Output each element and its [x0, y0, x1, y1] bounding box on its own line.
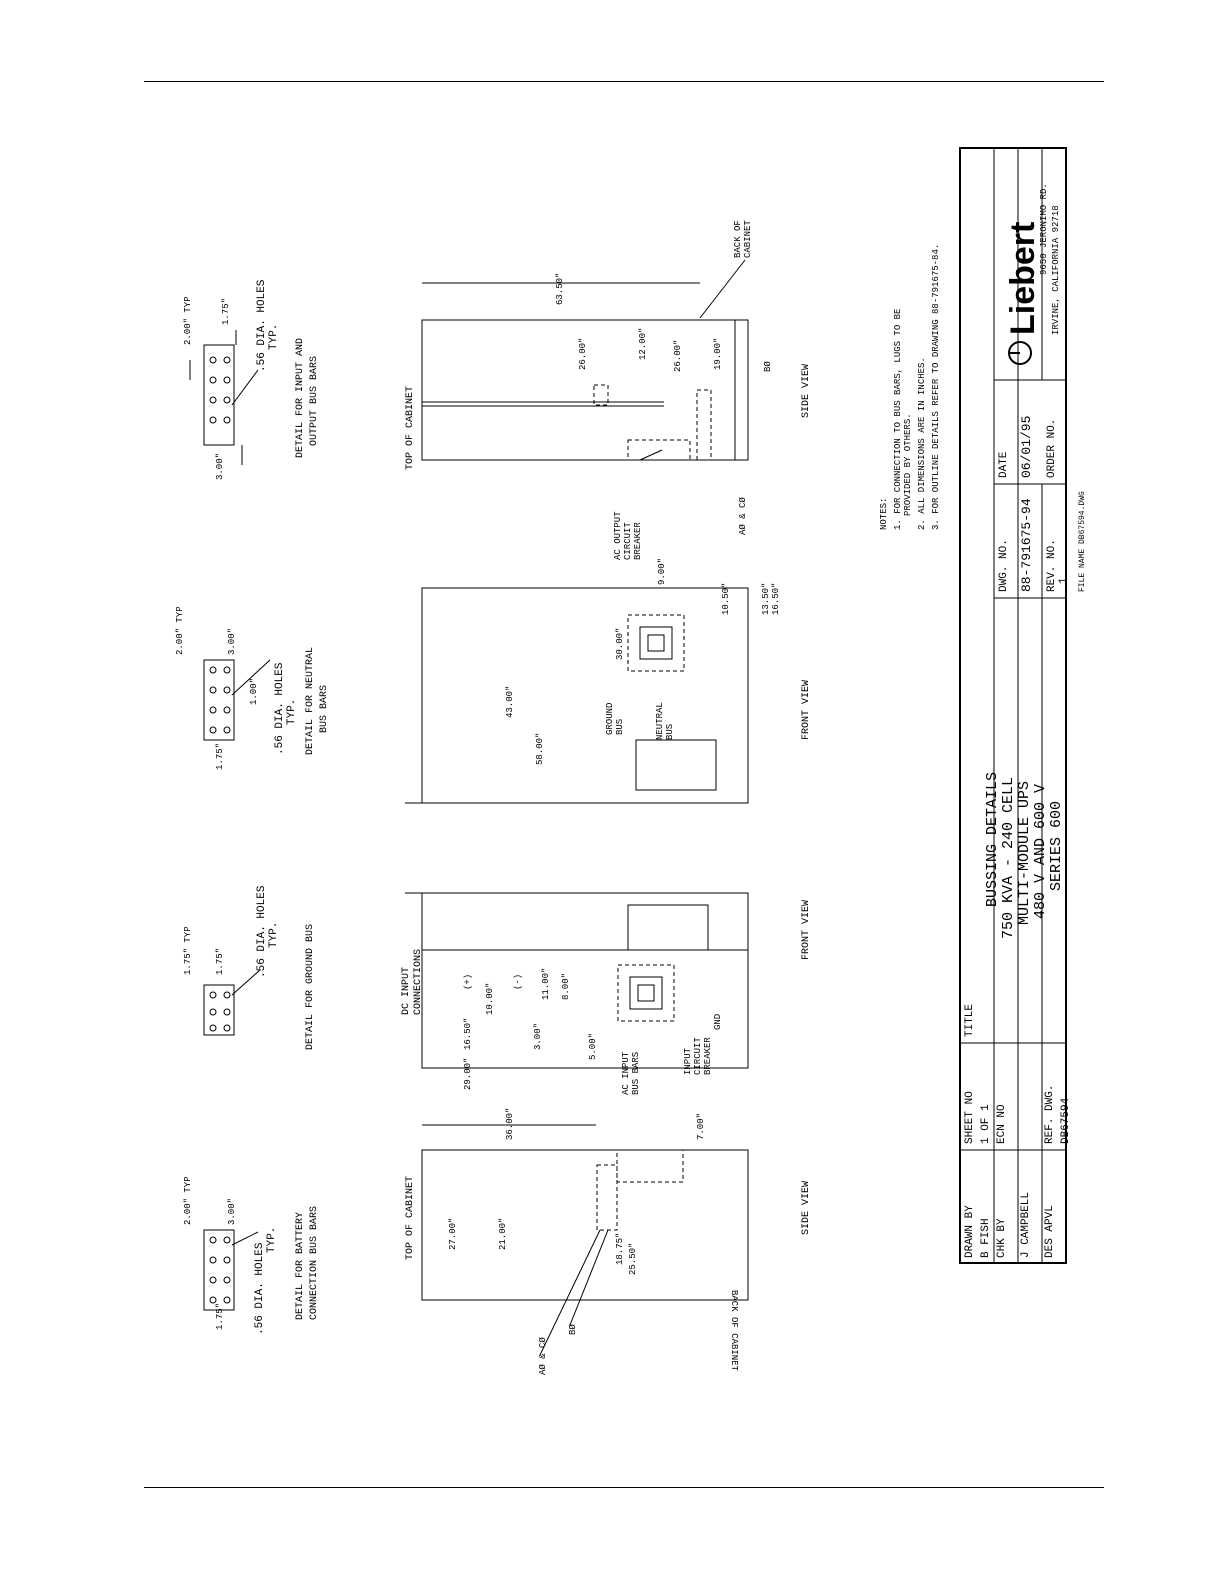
svg-text:29.00": 29.00" — [463, 1057, 473, 1090]
sheet-no-label: SHEET NO — [964, 1091, 976, 1144]
side-view-left — [405, 1108, 812, 1375]
ecn-no-label: ECN NO — [996, 1104, 1008, 1144]
svg-text:BACK OF CABINET: BACK OF CABINET — [729, 1290, 739, 1372]
svg-text:BUS BARS: BUS BARS — [319, 684, 330, 733]
svg-text:CABINET: CABINET — [743, 220, 753, 258]
side-view-left-label: SIDE VIEW — [801, 1180, 812, 1235]
date-value: 06/01/95 — [1019, 415, 1034, 478]
sheet-no-value: 1 OF 1 — [980, 1104, 992, 1144]
svg-text:CONNECTION BUS BARS: CONNECTION BUS BARS — [309, 1205, 320, 1320]
chk-by-label: CHK BY — [996, 1218, 1008, 1258]
rev-no-value: 1 — [1058, 577, 1070, 584]
svg-text:16.50": 16.50" — [463, 1017, 473, 1050]
svg-text:8.00": 8.00" — [561, 972, 571, 1000]
rev-no-label: REV. NO. — [1046, 539, 1058, 592]
svg-text:27.00": 27.00" — [448, 1217, 458, 1250]
front-view-right — [405, 558, 812, 803]
svg-text:19.00": 19.00" — [713, 337, 723, 370]
side-view-right — [405, 220, 812, 560]
svg-text:BUS: BUS — [665, 723, 675, 740]
chk-by-value: J CAMPBELL — [1020, 1191, 1032, 1258]
svg-text:1.75": 1.75" — [221, 297, 231, 325]
svg-text:AC OUTPUT: AC OUTPUT — [613, 511, 623, 560]
svg-text:DC INPUT: DC INPUT — [401, 966, 412, 1015]
svg-text:CONNECTIONS: CONNECTIONS — [413, 948, 424, 1015]
svg-text:TYP.: TYP. — [286, 698, 298, 725]
svg-text:NEUTRAL: NEUTRAL — [655, 702, 665, 740]
svg-text:CIRCUIT: CIRCUIT — [693, 1037, 703, 1075]
svg-text:30.00": 30.00" — [615, 627, 625, 660]
order-no-label: ORDER NO. — [1046, 418, 1058, 478]
svg-text:25.50": 25.50" — [628, 1242, 638, 1275]
svg-text:(-): (-) — [513, 973, 523, 990]
title-line-5: SERIES 600 — [1048, 800, 1065, 891]
detail-neutral-caption: DETAIL FOR NEUTRAL — [305, 646, 316, 755]
notes-heading: NOTES: — [879, 497, 889, 530]
svg-text:GROUND: GROUND — [605, 702, 615, 735]
dwg-no-value: 88-791675-94 — [1019, 498, 1034, 592]
note-3: 3. FOR OUTLINE DETAILS REFER TO DRAWING 88-791675-84. — [931, 243, 941, 530]
svg-text:BACK OF: BACK OF — [733, 220, 743, 258]
svg-text:10.00": 10.00" — [485, 982, 495, 1015]
front-view-left — [401, 893, 812, 1095]
svg-text:3.00": 3.00" — [533, 1022, 543, 1050]
note-2: 2. ALL DIMENSIONS ARE IN INCHES. — [917, 357, 927, 530]
svg-text:OUTPUT BUS BARS: OUTPUT BUS BARS — [309, 355, 320, 446]
svg-text:5.00": 5.00" — [588, 1032, 598, 1060]
front-view-left-label: FRONT VIEW — [801, 899, 812, 960]
svg-text:CIRCUIT: CIRCUIT — [623, 522, 633, 560]
svg-text:GND: GND — [713, 1013, 723, 1030]
des-apvl-label: DES APVL — [1044, 1205, 1056, 1258]
note-1: 1. FOR CONNECTION TO BUS BARS, LUGS TO BE — [893, 308, 903, 530]
hole-grid — [210, 357, 230, 423]
svg-text:43.00": 43.00" — [505, 685, 515, 718]
drawn-by-value: B FISH — [980, 1218, 992, 1258]
detail-neutral — [175, 606, 330, 770]
company-name: Liebert — [1004, 221, 1042, 335]
svg-text:INPUT: INPUT — [683, 1047, 693, 1075]
svg-text:TOP OF CABINET: TOP OF CABINET — [405, 385, 416, 470]
drawn-by-label: DRAWN BY — [964, 1205, 976, 1258]
svg-text:.56 DIA. HOLES: .56 DIA. HOLES — [256, 885, 268, 978]
svg-text:TYP.: TYP. — [268, 921, 280, 948]
detail-ground-caption: DETAIL FOR GROUND BUS — [305, 923, 316, 1050]
notes — [879, 244, 941, 530]
svg-text:58.00": 58.00" — [535, 732, 545, 765]
svg-text:BREAKER: BREAKER — [703, 1037, 713, 1075]
svg-text:1.75" TYP: 1.75" TYP — [183, 926, 193, 975]
title-line-4: 480 V AND 600 V — [1032, 783, 1049, 919]
svg-text:18.75": 18.75" — [615, 1232, 625, 1265]
svg-text:63.50": 63.50" — [555, 272, 565, 305]
svg-text:11.00": 11.00" — [541, 967, 551, 1000]
svg-text:.56 DIA. HOLES: .56 DIA. HOLES — [254, 1242, 266, 1335]
svg-text:BØ: BØ — [568, 1324, 578, 1335]
svg-text:TYP.: TYP. — [268, 323, 280, 350]
dwg-no-label: DWG. NO. — [998, 539, 1010, 592]
detail-input-output — [183, 279, 320, 480]
svg-text:BREAKER: BREAKER — [633, 522, 643, 560]
address-line-1: 9650 JERONIMO RD. — [1039, 183, 1049, 275]
detail-input-output-caption: DETAIL FOR INPUT AND — [295, 337, 306, 458]
svg-text:.56 DIA. HOLES: .56 DIA. HOLES — [274, 662, 286, 755]
svg-text:1.75": 1.75" — [215, 1302, 225, 1330]
svg-text:16.50": 16.50" — [771, 582, 781, 615]
front-view-right-label: FRONT VIEW — [801, 679, 812, 740]
detail-ground — [183, 885, 316, 1050]
side-view-right-label: SIDE VIEW — [801, 363, 812, 418]
svg-text:3.00": 3.00" — [215, 452, 225, 480]
svg-text:AC INPUT: AC INPUT — [621, 1051, 631, 1095]
svg-text:TYP.: TYP. — [266, 1226, 278, 1253]
date-label: DATE — [998, 451, 1010, 478]
address-line-2: IRVINE, CALIFORNIA 92718 — [1051, 205, 1061, 335]
svg-text:21.00": 21.00" — [498, 1217, 508, 1250]
title-block — [960, 148, 1087, 1263]
svg-text:1.00": 1.00" — [249, 677, 259, 705]
svg-text:36.00": 36.00" — [505, 1107, 515, 1140]
file-name: FILE NAME DB67594.DWG — [1078, 491, 1087, 592]
svg-text:TOP OF CABINET: TOP OF CABINET — [405, 1175, 416, 1260]
svg-text:3.00": 3.00" — [227, 1197, 237, 1225]
title-line-1: BUSSING DETAILS — [984, 771, 1001, 907]
title-label: TITLE — [964, 1003, 976, 1037]
note-1-cont: PROVIDED BY OTHERS. — [903, 413, 913, 516]
svg-text:10.50": 10.50" — [721, 582, 731, 615]
svg-text:.56 DIA. HOLES: .56 DIA. HOLES — [256, 279, 268, 372]
svg-text:BØ: BØ — [763, 361, 773, 372]
svg-text:13.50": 13.50" — [761, 582, 771, 615]
svg-text:BUS: BUS — [615, 718, 625, 735]
svg-text:(+): (+) — [463, 973, 473, 990]
svg-text:12.00": 12.00" — [638, 327, 648, 360]
svg-text:AØ & CØ: AØ & CØ — [738, 497, 748, 535]
detail-battery — [183, 1176, 320, 1335]
svg-text:3.00": 3.00" — [227, 627, 237, 655]
svg-text:2.00" TYP: 2.00" TYP — [183, 1176, 193, 1225]
ref-dwg-value: DB67594 — [1060, 1097, 1072, 1144]
svg-text:26.00": 26.00" — [673, 339, 683, 372]
title-line-2: 750 KVA - 240 CELL — [1000, 776, 1017, 939]
svg-text:1.75": 1.75" — [215, 947, 225, 975]
svg-text:BUS BARS: BUS BARS — [631, 1051, 641, 1095]
svg-text:2.00" TYP: 2.00" TYP — [175, 606, 185, 655]
svg-text:1.75": 1.75" — [215, 742, 225, 770]
svg-text:2.00" TYP: 2.00" TYP — [183, 296, 193, 345]
ref-dwg-label: REF. DWG. — [1044, 1084, 1056, 1144]
detail-battery-caption: DETAIL FOR BATTERY — [295, 1211, 306, 1320]
title-line-3: MULTI-MODULE UPS — [1016, 780, 1033, 925]
svg-text:9.00": 9.00" — [657, 557, 667, 585]
svg-text:26.00": 26.00" — [578, 337, 588, 370]
svg-text:7.00": 7.00" — [696, 1112, 706, 1140]
svg-text:AØ & CØ: AØ & CØ — [538, 1337, 548, 1375]
